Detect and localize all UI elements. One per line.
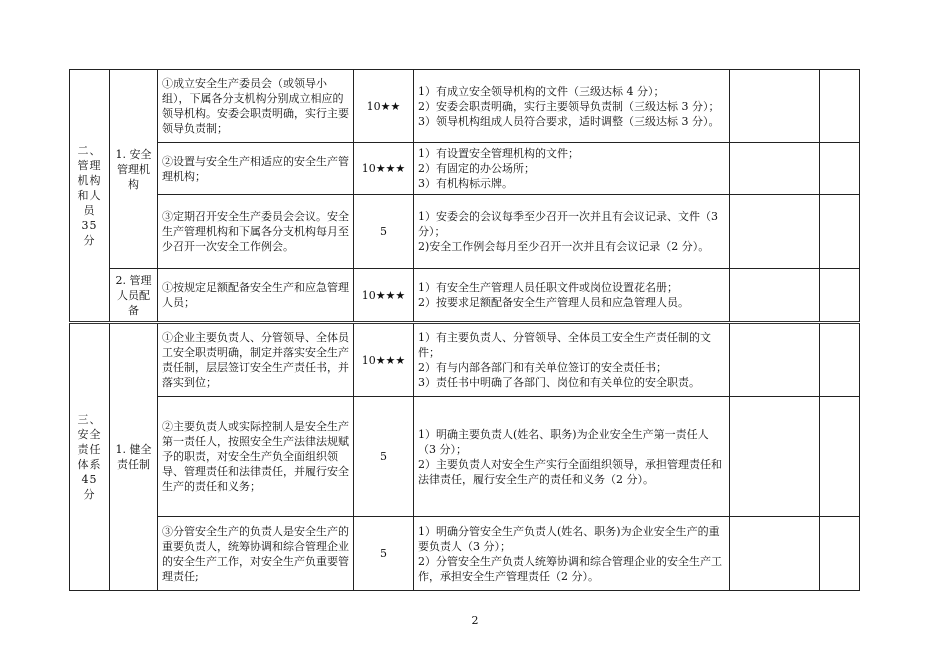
standards-table — [69, 69, 860, 591]
blank-cell — [730, 517, 820, 591]
page-number: 2 — [471, 614, 479, 627]
subsection-title: 1. 健全 责任制 — [110, 323, 158, 591]
table-row — [70, 195, 860, 269]
scoring-criteria: 1）有安全生产管理人员任职文件或岗位设置花名册； 2）按要求足额配备安全生产管理人员和应急管理人员。 — [414, 269, 730, 323]
table-row — [70, 517, 860, 591]
assessment-item: ②主要负责人或实际控制人是安全生产第一责任人，按照安全生产法律法规赋予的职责，对安全生产负全面组织领导、管理责任和法律责任，并履行安全生产的责任和义务； — [158, 397, 354, 517]
blank-cell — [730, 70, 820, 143]
table-row — [70, 70, 860, 143]
assessment-item: ①按规定足额配备安全生产和应急管理人员； — [158, 269, 354, 323]
blank-cell — [730, 195, 820, 269]
score-value: 10★★★ — [354, 323, 414, 397]
section-title: 二、 管理 机构 和人 员 35 分 — [70, 70, 110, 323]
blank-cell — [820, 323, 860, 397]
blank-cell — [730, 397, 820, 517]
scoring-criteria: 1）有设置安全管理机构的文件； 2）有固定的办公场所； 3）有机构标示牌。 — [414, 143, 730, 195]
score-value: 10★★ — [354, 70, 414, 143]
subsection-title: 2. 管理 人员配 备 — [110, 269, 158, 323]
table-row — [70, 143, 860, 195]
score-value: 10★★★ — [354, 143, 414, 195]
score-value: 5 — [354, 397, 414, 517]
scoring-criteria: 1）明确分管安全生产负责人(姓名、职务)为企业安全生产的重要负责人（3 分）； 2）分管安全生产负责人统筹协调和综合管理企业的安全生产工作，承担安全生产管理责任（2 分）。 — [414, 517, 730, 591]
assessment-item: ①成立安全生产委员会（或领导小组），下属各分支机构分别成立相应的领导机构。安委会职责明确，实行主要领导负责制； — [158, 70, 354, 143]
score-value: 5 — [354, 195, 414, 269]
assessment-item: ②设置与安全生产相适应的安全生产管理机构； — [158, 143, 354, 195]
blank-cell — [730, 269, 820, 323]
blank-cell — [820, 397, 860, 517]
score-value: 10★★★ — [354, 269, 414, 323]
scoring-criteria: 1）有主要负责人、分管领导、全体员工安全生产责任制的文件； 2）有与内部各部门和有关单位签订的安全责任书； 3）责任书中明确了各部门、岗位和有关单位的安全职责。 — [414, 323, 730, 397]
blank-cell — [730, 143, 820, 195]
blank-cell — [820, 269, 860, 323]
assessment-item: ③分管安全生产的负责人是安全生产的重要负责人，统筹协调和综合管理企业的安全生产工作，对安全生产负重要管理责任; — [158, 517, 354, 591]
assessment-item: ③定期召开安全生产委员会会议。安全生产管理机构和下属各分支机构每月至少召开一次安全工作例会。 — [158, 195, 354, 269]
blank-cell — [820, 143, 860, 195]
scoring-criteria: 1）明确主要负责人(姓名、职务)为企业安全生产第一责任人（3 分）； 2）主要负责人对安全生产实行全面组织领导，承担管理责任和法律责任，履行安全生产的责任和义务（2 分）。 — [414, 397, 730, 517]
scoring-criteria: 1）安委会的会议每季至少召开一次并且有会议记录、文件（3 分）； 2)安全工作例会每月至少召开一次并且有会议记录（2 分）。 — [414, 195, 730, 269]
blank-cell — [820, 70, 860, 143]
table-row — [70, 269, 860, 323]
scoring-criteria: 1）有成立安全领导机构的文件（三级达标 4 分）； 2）安委会职责明确，实行主要领导负责制（三级达标 3 分）； 3）领导机构组成人员符合要求，适时调整（三级达标 3 分）。 — [414, 70, 730, 143]
assessment-item: ①企业主要负责人、分管领导、全体员工安全职责明确，制定并落实安全生产责任制，层层签订安全生产责任书，并落实到位； — [158, 323, 354, 397]
section-title: 三、 安全 责任 体系 45 分 — [70, 323, 110, 591]
subsection-title: 1. 安全 管理机 构 — [110, 70, 158, 269]
table-row — [70, 323, 860, 397]
blank-cell — [820, 195, 860, 269]
blank-cell — [820, 517, 860, 591]
score-value: 5 — [354, 517, 414, 591]
blank-cell — [730, 323, 820, 397]
table-row — [70, 397, 860, 517]
